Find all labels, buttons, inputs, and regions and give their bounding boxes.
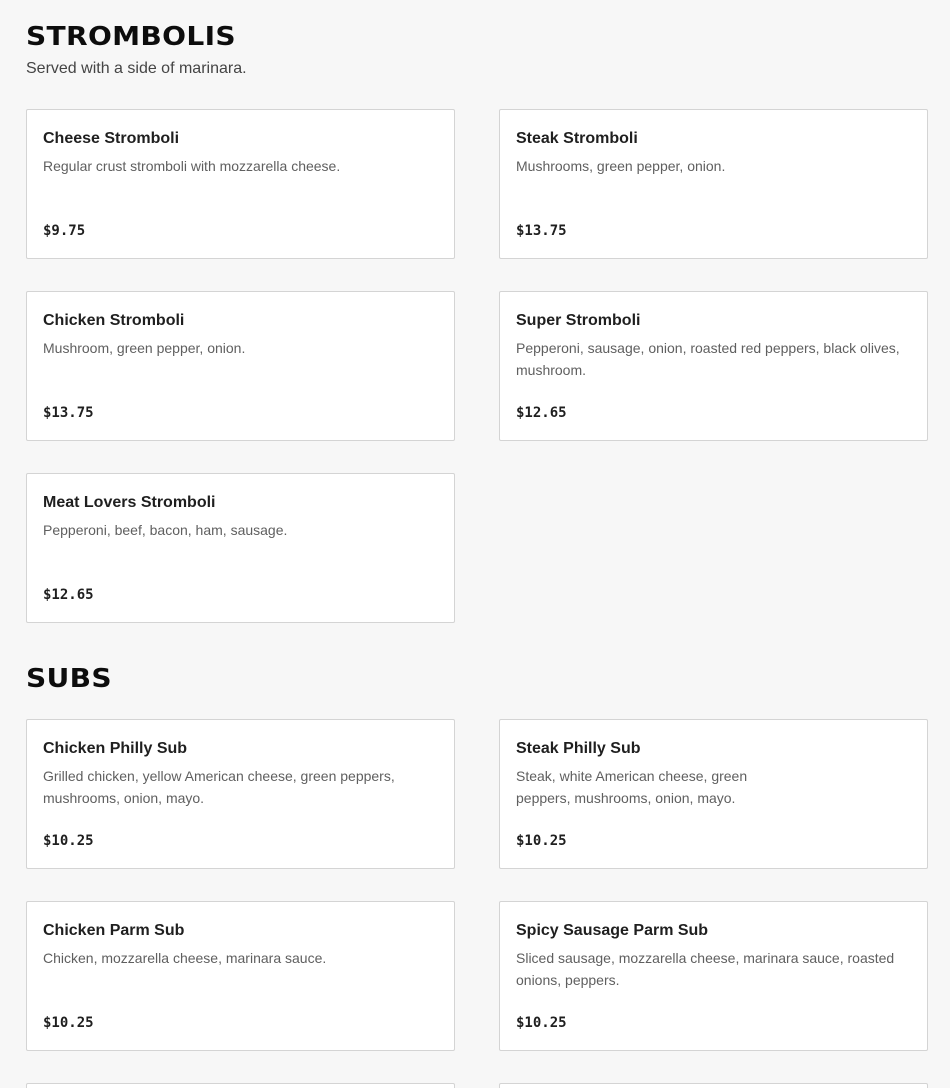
menu-item-card[interactable] [26,109,455,259]
menu-item-description: Grilled chicken, yellow American cheese, green peppers, mushrooms, onion, mayo. [43,768,395,806]
menu-item-card-partial[interactable] [499,1083,928,1088]
menu-item-name: Steak Stromboli [516,130,638,147]
menu-item-price: $10.25 [516,1015,567,1031]
menu-item-description: Steak, white American cheese, green peppers, mushrooms, onion, mayo. [516,768,748,806]
menu-item-name: Cheese Stromboli [43,130,180,147]
menu-item-description: Mushroom, green pepper, onion. [43,340,246,356]
menu-item-name: Chicken Philly Sub [43,740,188,757]
menu-item-price: $10.25 [516,833,567,849]
menu-item-description: Sliced sausage, mozzarella cheese, marinara sauce, roasted onions, peppers. [516,950,895,988]
menu-item-card[interactable] [26,291,455,441]
menu-item-card[interactable] [26,473,455,623]
menu-item-description: Pepperoni, beef, bacon, ham, sausage. [43,522,288,538]
menu-item-card-partial[interactable] [26,1083,455,1088]
menu-item-price: $9.75 [43,223,86,239]
menu-item-name: Spicy Sausage Parm Sub [516,922,709,939]
menu-item-price: $12.65 [43,587,94,603]
menu-item-card[interactable] [499,291,928,441]
menu-item-price: $10.25 [43,833,94,849]
menu-item-card[interactable] [499,901,928,1051]
menu-item-description: Chicken, mozzarella cheese, marinara sauce. [43,950,327,966]
menu-item-name: Chicken Stromboli [43,312,185,329]
strombolis-section-header [26,22,928,80]
menu-item-card[interactable] [499,109,928,259]
menu-item-description: Regular crust stromboli with mozzarella cheese. [43,158,341,174]
menu-item-description: Pepperoni, sausage, onion, roasted red peppers, black olives, mushroom. [516,340,900,378]
menu-item-price: $10.25 [43,1015,94,1031]
menu-item-name: Steak Philly Sub [516,740,641,757]
menu-item-name: Super Stromboli [516,312,641,329]
subs-section-header [26,664,928,694]
menu-item-description: Mushrooms, green pepper, onion. [516,158,726,174]
menu-item-price: $13.75 [516,223,567,239]
section-title-subs: SUBS [26,664,112,694]
menu-item-name: Meat Lovers Stromboli [43,494,216,511]
section-subtitle-strombolis: Served with a side of marinara. [26,60,247,77]
section-title-strombolis: STROMBOLIS [26,22,236,52]
menu-item-price: $12.65 [516,405,567,421]
menu-item-card[interactable] [26,719,455,869]
menu-item-card[interactable] [26,901,455,1051]
menu-item-name: Chicken Parm Sub [43,922,185,939]
menu-item-price: $13.75 [43,405,94,421]
menu-item-card[interactable] [499,719,928,869]
